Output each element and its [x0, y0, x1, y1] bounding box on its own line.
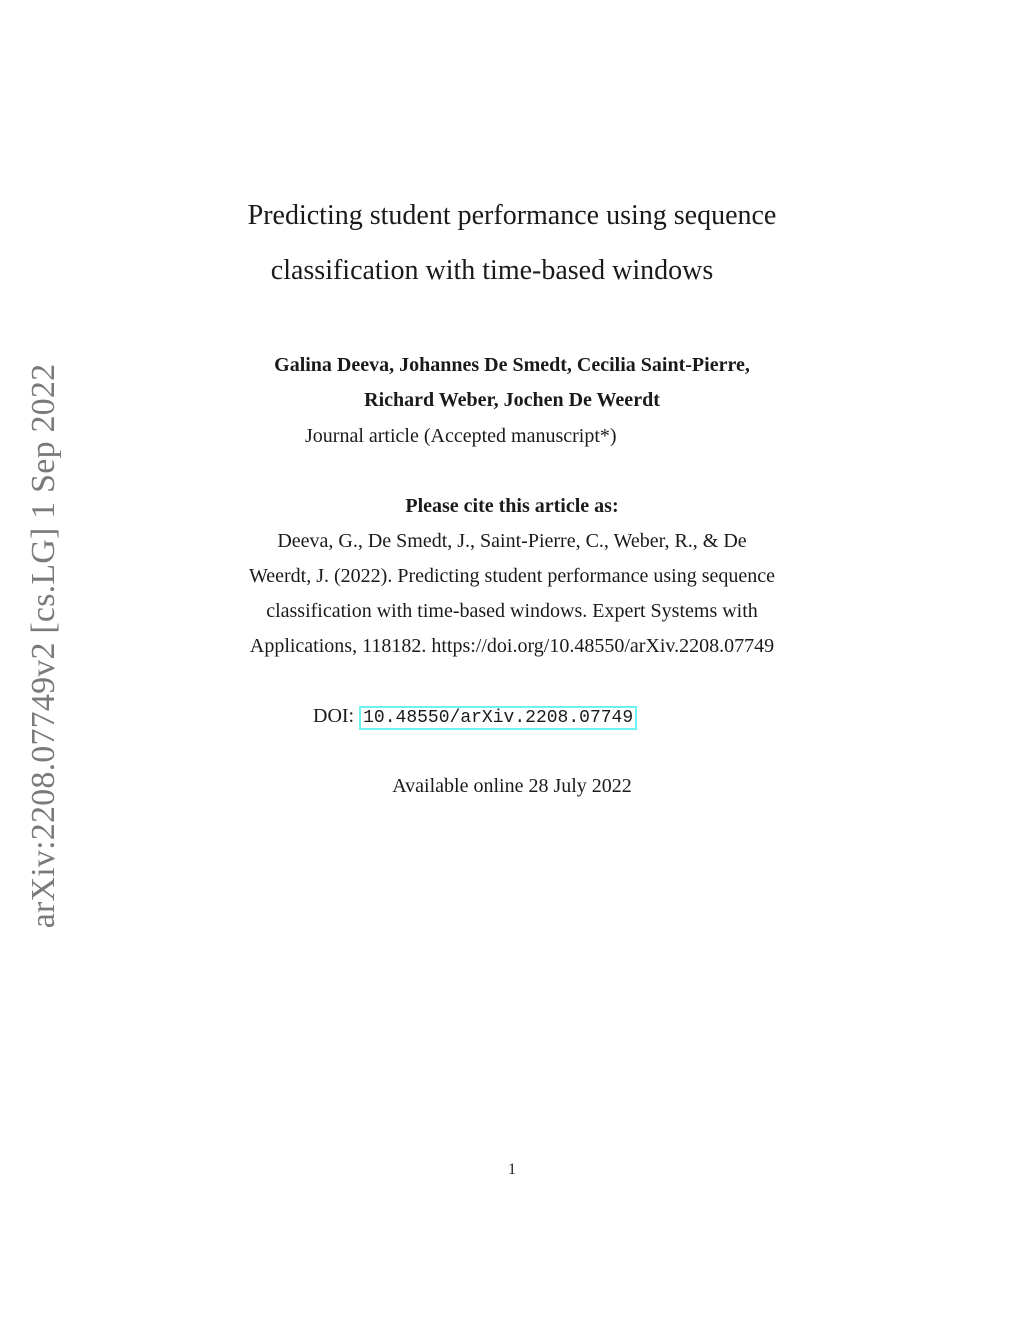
- paper-title-line-1: Predicting student performance using sequence: [247, 200, 777, 231]
- page-number: 1: [508, 1161, 516, 1178]
- paper-title-line-2: classification with time-based windows: [270, 255, 714, 286]
- citation-line-1: Deeva, G., De Smedt, J., Saint-Pierre, C., Weber, R., & De: [277, 530, 747, 552]
- citation-line-4: Applications, 118182. https://doi.org/10.48550/arXiv.2208.07749: [249, 635, 775, 657]
- authors-line-2: Richard Weber, Jochen De Weerdt: [364, 389, 660, 411]
- cite-heading: Please cite this article as:: [405, 495, 619, 517]
- available-online: Available online 28 July 2022: [392, 775, 632, 797]
- doi-row: [313, 705, 637, 728]
- arxiv-sidebar-stamp: arXiv:2208.07749v2 [cs.LG] 1 Sep 2022: [25, 363, 62, 929]
- citation-line-3: classification with time-based windows. Expert Systems with: [266, 600, 758, 622]
- doi-link[interactable]: 10.48550/arXiv.2208.07749: [359, 706, 637, 730]
- authors-line-1: Galina Deeva, Johannes De Smedt, Cecilia Saint-Pierre,: [274, 354, 750, 376]
- journal-note: Journal article (Accepted manuscript*): [305, 425, 617, 447]
- citation-line-2: Weerdt, J. (2022). Predicting student performance using sequence: [248, 565, 775, 587]
- doi-label: DOI:: [313, 705, 355, 727]
